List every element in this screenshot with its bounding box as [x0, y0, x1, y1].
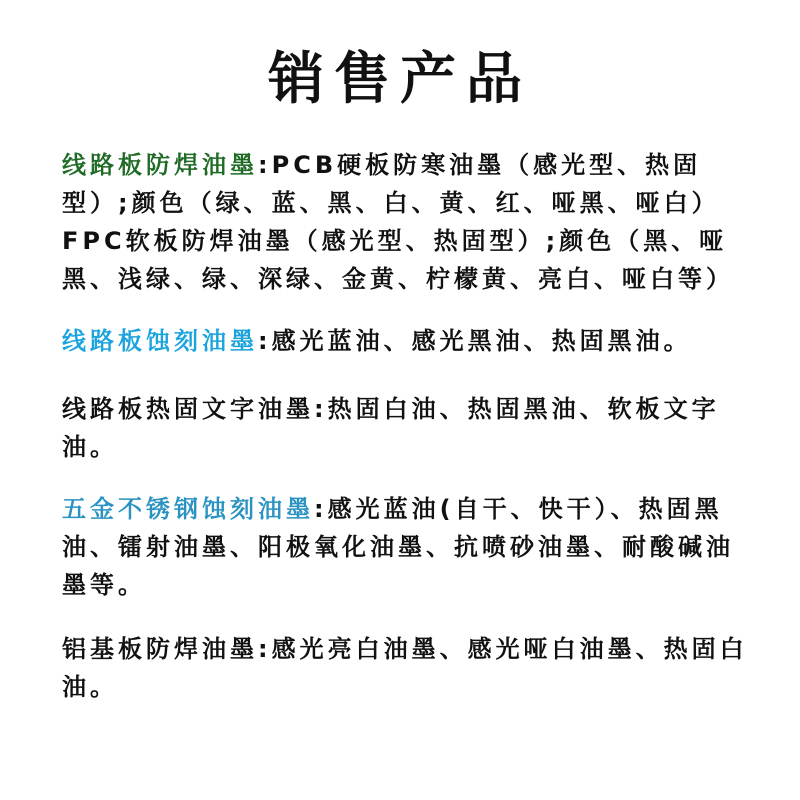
section-separator: :: [258, 635, 272, 663]
section-label: 线路板防焊油墨: [62, 151, 258, 179]
section-label: 线路板蚀刻油墨: [62, 327, 258, 355]
section-metal-etching-ink: [62, 490, 752, 604]
section-content: 热固白油、热固黑油、软板文字油。: [62, 395, 720, 461]
section-content-line2: FPC软板防焊油墨（感光型、热固型）;颜色（黑、哑黑、浅绿、绿、深绿、金黄、柠檬黄、亮白、哑白等）: [62, 227, 734, 293]
section-aluminum-solder-mask-ink: [62, 630, 752, 706]
section-label: 线路板热固文字油墨: [62, 395, 314, 423]
section-separator: :: [258, 327, 272, 355]
section-content: 感光蓝油(自干、快干）、热固黑油、镭射油墨、阳极氧化油墨、抗喷砂油墨、耐酸碱油墨等。: [62, 495, 734, 599]
section-label: 铝基板防焊油墨: [62, 635, 258, 663]
page-title: 销售产品: [268, 47, 532, 112]
section-pcb-etching-ink: [62, 322, 752, 360]
section-pcb-solder-mask-ink: [62, 146, 752, 298]
section-content: 感光亮白油墨、感光哑白油墨、热固白油。: [62, 635, 748, 701]
section-content-line1: PCB硬板防寒油墨（感光型、热固型）;颜色（绿、蓝、黑、白、黄、红、哑黑、哑白）: [62, 151, 720, 217]
section-pcb-text-ink: [62, 390, 752, 466]
section-separator: :: [314, 495, 328, 523]
section-label: 五金不锈钢蚀刻油墨: [62, 495, 314, 523]
section-content: 感光蓝油、感光黑油、热固黑油。: [271, 327, 692, 355]
section-separator: :: [258, 151, 272, 179]
section-separator: :: [314, 395, 328, 423]
